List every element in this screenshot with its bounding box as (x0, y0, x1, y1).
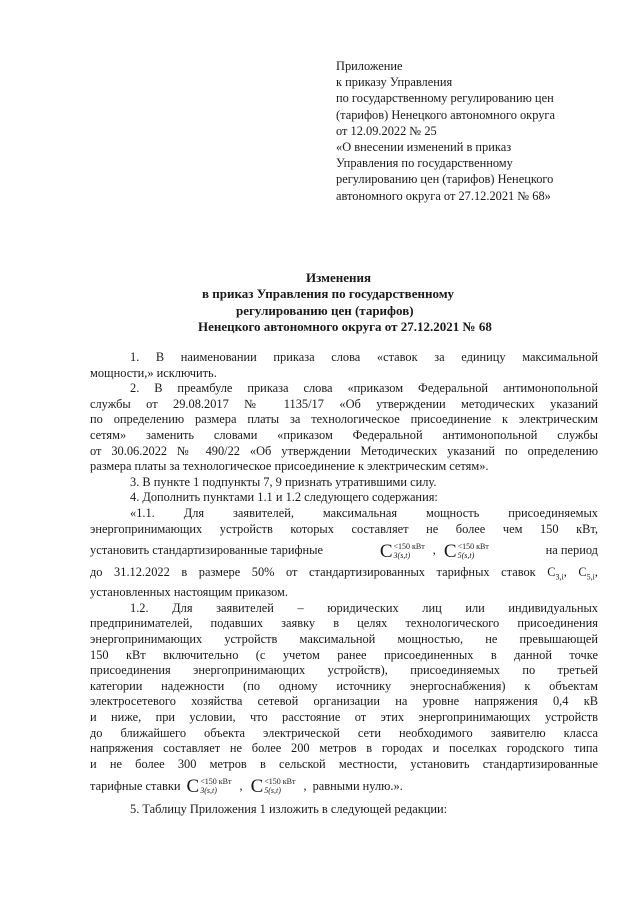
formula-superscript: <150 кВт (264, 776, 296, 786)
formula-letter: C (379, 540, 393, 562)
title-line: в приказ Управления по государственному (202, 286, 455, 302)
document-body (90, 350, 598, 818)
formula-letter: C (186, 775, 200, 797)
formula-intro-text: тарифные ставки (90, 778, 181, 793)
formula-subscript: 3(s,t) (393, 550, 411, 560)
formula-intro-text: установить стандартизированные тарифные (90, 543, 323, 558)
paragraph-1-line: мощности,» исключить. (90, 365, 217, 380)
title-line: регулированию цен (тарифов) (236, 302, 414, 318)
paragraph-5: 5. Таблицу Приложения 1 изложить в следующей редакции: (130, 802, 448, 817)
formula-outro-text: на период (545, 543, 598, 558)
formula-separator: , (303, 778, 307, 793)
paragraph-1-line: 1. В наименовании приказа слова «ставок за единицу максимальной (130, 350, 598, 364)
appendix-line: автономного округа от 27.12.2021 № 68» (336, 188, 551, 203)
paragraph-2-line: сетям» заменить словами «приказом Федеральной антимонопольной службы (90, 427, 598, 442)
paragraph-4-2-line: присоединения энергопринимающих устройств), присоединяемых по третьей (90, 663, 598, 678)
tariff-rate-c5-formula (251, 777, 296, 796)
paragraph-2-line: по определению размера платы за технологическое присоединение к электрическим (90, 412, 598, 427)
paragraph-2-line: от 30.06.2022 № 490/22 «Об утверждении Методических указаний по определению (90, 443, 598, 458)
formula-outro-text: равными нулю.». (312, 778, 403, 793)
paragraph-4-2-line: 1.2. Для заявителей – юридических лиц или индивидуальных (130, 600, 598, 615)
formula-subscript: 5(s,t) (264, 785, 281, 795)
paragraph-2-line: службы от 29.08.2017 № 1135/17 «Об утверждении методических указаний (90, 396, 598, 411)
appendix-line: по государственному регулированию цен (336, 91, 554, 106)
paragraph-4-2-line: категории надежности (по одному источнику энергоснабжения) к объектам (90, 678, 598, 693)
paragraph-4-2-line: энергопринимающих устройств максимальной мощностью, не превышающей (90, 631, 598, 646)
paragraph-4-2-line: электросетевого хозяйства сетевой организации на уровне напряжения 0,4 кВ (90, 694, 598, 709)
formula-letter: C (250, 775, 264, 797)
paragraph-4-2-line: предпринимателей, подавших заявку в целях технологического присоединения (90, 616, 598, 631)
formula-group (378, 542, 491, 561)
appendix-line: к приказу Управления (336, 75, 453, 90)
paragraph-4-2-line: напряжения составляет не более 200 метров в городах и поселках городского типа (90, 741, 598, 756)
paragraph-4-1-line: энергопринимающих устройств которых составляет не более чем 150 кВт, (90, 521, 598, 536)
paragraph-4-1-line: «1.1. Для заявителей, максимальная мощность присоединяемых (130, 505, 598, 520)
formula-separator: , (432, 543, 436, 558)
paragraph-2-line: 2. В преамбуле приказа слова «приказом Федеральной антимонопольной (130, 381, 598, 396)
title-line: Ненецкого автономного округа от 27.12.2021 № 68 (198, 319, 492, 335)
paragraph-4: 4. Дополнить пунктами 1.1 и 1.2 следующего содержания: (130, 490, 438, 505)
appendix-header (336, 58, 616, 204)
paragraph-4-2-line: и ниже, при условии, что расстояние от этих энергопринимающих устройств (90, 709, 598, 724)
title-line: Изменения (306, 270, 372, 285)
paragraph-4-2-line: и не более 300 метров в сельской местности, установить стандартизированные (90, 756, 598, 771)
appendix-line: регулированию цен (тарифов) Ненецкого (336, 172, 554, 187)
appendix-line: Управления по государственному (336, 156, 513, 171)
paragraph-4-1-line: до 31.12.2022 в размере 50% от стандартизированных тарифных ставок $С_{3,i}$, $С_{5,i}$, (90, 565, 598, 582)
paragraph-4-2-formula-line (90, 772, 598, 800)
paragraph-4-1-formula-line (90, 537, 598, 565)
tariff-rate-c3-formula (380, 542, 425, 561)
formula-superscript: <150 кВт (200, 776, 232, 786)
appendix-line: «О внесении изменений в приказ (336, 140, 512, 155)
formula-separator: , (239, 778, 243, 793)
appendix-line: от 12.09.2022 № 25 (336, 123, 437, 138)
paragraph-2-line: размера платы за технологическое присоединение к электрическим сетям». (90, 459, 489, 474)
tariff-rate-c3-formula (187, 777, 232, 796)
paragraph-3: 3. В пункте 1 подпункты 7, 9 признать утратившими силу. (130, 474, 437, 489)
formula-superscript: <150 кВт (393, 541, 425, 551)
formula-subscript: 3(s,t) (200, 785, 217, 795)
appendix-line: (тарифов) Ненецкого автономного округа (336, 107, 556, 122)
formula-subscript: 5(s,t) (457, 550, 475, 560)
appendix-line: Приложение (336, 59, 403, 73)
paragraph-4-1-line: установленных настоящим приказом. (90, 585, 288, 600)
formula-letter: C (443, 540, 457, 562)
formula-superscript: <150 кВт (457, 541, 489, 551)
document-title (60, 270, 620, 336)
paragraph-4-2-line: 150 кВт включительно (с учетом ранее присоединенных в данной точке (90, 647, 598, 662)
paragraph-4-2-line: до ближайшего объекта электрической сети необходимого заявителю класса (90, 725, 598, 740)
tariff-rate-c5-formula (444, 542, 489, 561)
